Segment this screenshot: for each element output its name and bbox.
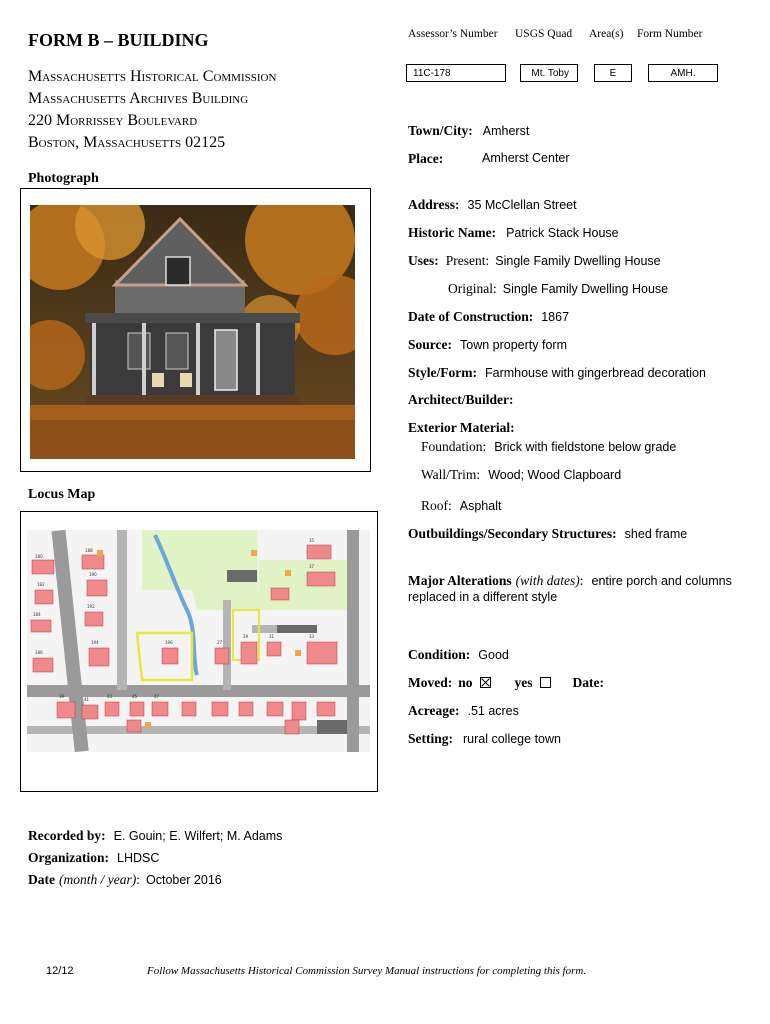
acreage-row: Acreage: .51 acres (408, 703, 519, 718)
map-parcel-label: 29 (243, 634, 249, 639)
usgs-quad-field[interactable]: Mt. Toby (520, 64, 578, 82)
locus-map-heading: Locus Map (28, 487, 96, 502)
map-parcel-label: 33 (309, 634, 315, 639)
major-alterations-row-2 (408, 588, 557, 606)
form-title: FORM B – BUILDING (28, 30, 209, 50)
assessor-header: Assessor’s Number (408, 28, 498, 40)
source-value[interactable]: Town property form (460, 338, 567, 352)
moved-row: Moved: no yes Date: (408, 675, 604, 690)
town-row: Town/City: Amherst (408, 123, 530, 138)
agency-address (28, 66, 276, 154)
date-recorded-row: Date (month / year): October 2016 (28, 872, 222, 887)
map-parcel-label: 194 (91, 640, 99, 645)
map-parcel-label: 45 (132, 694, 138, 699)
house-photograph (30, 205, 355, 459)
condition-row: Condition: Good (408, 647, 509, 662)
major-alterations-value-2[interactable]: replaced in a different style (408, 590, 558, 604)
outbuildings-row: Outbuildings/Secondary Structures: shed frame (408, 526, 688, 541)
map-parcel-label: 184 (33, 612, 41, 617)
form-number-field[interactable]: AMH. (648, 64, 718, 82)
map-parcel-label: 182 (37, 582, 45, 587)
setting-row: Setting: rural college town (408, 731, 561, 746)
form-number-header: Form Number (637, 28, 703, 40)
original-use-value[interactable]: Single Family Dwelling House (502, 282, 669, 296)
source-row: Source: Town property form (408, 337, 567, 352)
address-value[interactable]: 35 McClellan Street (467, 198, 577, 212)
roof-value[interactable]: Asphalt (459, 499, 502, 513)
agency-line-4: Boston, Massachusetts 02125 (28, 134, 226, 151)
photograph-frame (20, 188, 371, 472)
date-construction-row: Date of Construction: 1867 (408, 309, 570, 324)
major-alterations-row: Major Alterations (with dates): entire porch and columns (408, 573, 732, 588)
wall-trim-value[interactable]: Wood; Wood Clapboard (488, 468, 622, 482)
footer-instructions: Follow Massachusetts Historical Commission Survey Manual instructions for completing this form. (147, 965, 587, 977)
map-parcel-label: 188 (85, 548, 93, 553)
wall-trim-row: Wall/Trim: Wood; Wood Clapboard (421, 467, 622, 482)
page-number: 12/12 (46, 965, 74, 977)
style-form-value[interactable]: Farmhouse with gingerbread decoration (484, 366, 706, 380)
map-parcel-label: 186 (35, 650, 43, 655)
town-value[interactable]: Amherst (482, 124, 530, 138)
map-parcel-label: 180 (35, 554, 43, 559)
place-value[interactable]: Amherst Center (482, 151, 570, 165)
uses-present-row: Uses: Present: Single Family Dwelling House (408, 253, 661, 268)
moved-no-checkbox[interactable] (480, 677, 491, 688)
map-parcel-label: 43 (107, 694, 113, 699)
foundation-row: Foundation: Brick with fieldstone below grade (421, 439, 677, 454)
locus-map (27, 530, 370, 752)
organization-value[interactable]: LHDSC (117, 851, 160, 865)
locus-map-frame (20, 511, 378, 792)
photograph-heading: Photograph (28, 171, 99, 186)
map-parcel-label: 47 (154, 694, 160, 699)
map-parcel-label: 190 (89, 572, 97, 577)
date-construction-value[interactable]: 1867 (541, 310, 570, 324)
moved-yes-checkbox[interactable] (540, 677, 551, 688)
historic-name-row: Historic Name: Patrick Stack House (408, 225, 619, 240)
present-use-value[interactable]: Single Family Dwelling House (495, 254, 661, 268)
organization-row: Organization: LHDSC (28, 850, 160, 865)
usgs-header: USGS Quad (515, 28, 573, 40)
style-form-row: Style/Form: Farmhouse with gingerbread decoration (408, 365, 706, 380)
map-parcel-label: 196 (165, 640, 173, 645)
foundation-value[interactable]: Brick with fieldstone below grade (494, 440, 677, 454)
exterior-material-row: Exterior Material: (408, 420, 515, 435)
architect-row: Architect/Builder: (408, 392, 514, 407)
map-parcel-label: 41 (84, 697, 90, 702)
map-parcel-label: 37 (309, 564, 315, 569)
agency-line-2: Massachusetts Archives Building (28, 90, 249, 107)
uses-original-row: Original: Single Family Dwelling House (448, 281, 669, 296)
roof-row: Roof: Asphalt (421, 498, 502, 513)
map-parcel-label: 31 (269, 634, 275, 639)
recorded-by-value[interactable]: E. Gouin; E. Wilfert; M. Adams (113, 829, 283, 843)
address-row: Address: 35 McClellan Street (408, 197, 577, 212)
acreage-value[interactable]: .51 acres (467, 704, 519, 718)
agency-line-3: 220 Morrissey Boulevard (28, 112, 198, 129)
date-recorded-value[interactable]: October 2016 (146, 873, 222, 887)
major-alterations-value-1[interactable]: entire porch and columns (591, 574, 732, 588)
setting-value[interactable]: rural college town (463, 732, 561, 746)
historic-name-value[interactable]: Patrick Stack House (506, 226, 619, 240)
outbuildings-value[interactable]: shed frame (624, 527, 688, 541)
condition-value[interactable]: Good (478, 648, 509, 662)
map-parcel-label: 192 (87, 604, 95, 609)
areas-header: Area(s) (589, 28, 624, 40)
areas-field[interactable]: E (594, 64, 632, 82)
assessor-number-field[interactable]: 11C-178 (406, 64, 506, 82)
place-row: Place: Amherst Center (408, 151, 570, 166)
recorded-by-row: Recorded by: E. Gouin; E. Wilfert; M. Adams (28, 828, 283, 843)
map-parcel-label: 39 (59, 694, 65, 699)
map-parcel-label: 35 (309, 538, 315, 543)
agency-line-1: Massachusetts Historical Commission (28, 68, 277, 85)
map-parcel-label: 27 (217, 640, 223, 645)
